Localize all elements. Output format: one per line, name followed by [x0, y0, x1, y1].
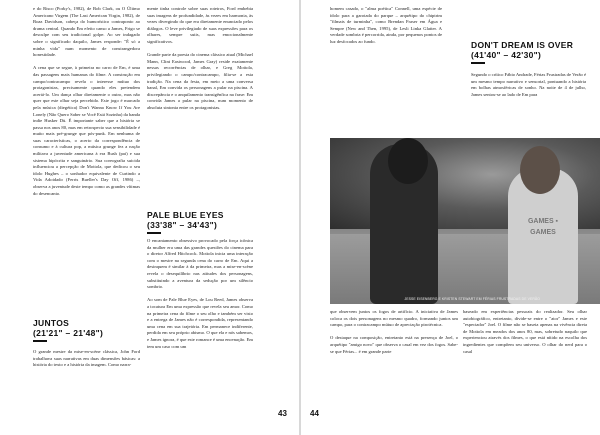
- paragraph: O destaque na composição, entretanto está na presença de Joel, o arquétipo "amigo novo" que observa o casal em vez dos fogos. Sabe-se que Férias... é em grande parte: [330, 335, 458, 354]
- paragraph: baseado em experiências pessoais do realizador. Seu olhar autobiográfico, entretanto, divide-se entre o "ator" James e este "espectador" Joel. O filme não se baseia apenas na vivência direta de Mottola em meados dos anos 80, mas, sobretudo naquilo que experienciou através dos filmes, o que está nítido na escolha dos ingredientes que compõem seu universo. O olhar do nerd para o casal: [463, 309, 587, 354]
- paragraph: A cena que se segue, à primeira no carro de Em, é uma das passagens mais humanas do filme. A construção em campo/contracampo revela o interesse mútuo dos protagonistas, precisamente quando eles pretendem acertá-lo. Um dança olhar diretamente o outro, mas não quer que este olhar seja percebido. Este jogo é marcado pela música (diegética) Don't Wanna Know If You Are Lonely (Não Quero Saber se Você Está Sozinha) da banda indie Husker Dü. É importante saber que a história se passa nos anos 80, mas em retrospecto sua sensibilidade é muito mais pré-grunge que pós-punk. Em nenhuma de suas características, o acerto da correspondência de consumo e à cultura pop, a música grunge fez a nação militava a juventude americana à era Bush (pai) e sua sistema hipócrita e sanguinário. Sua coreografia suicida influenciou a percepção de Mottola, que dedicou o seu ídolo Hughes – o sonhador equivalente de Curtindo a Vida Adoidado (Ferris Bueller's Day Off, 1986) –, observa a juventude deste tempo como as grandes vítimas do desencanto.: [33, 65, 140, 196]
- paragraph: que observem juntos os fogos de artifício. A iniciativa de James coloca os dois personagens no mesmo quadro, formando juntos um campo, para o contracampo mútuo de apreciação pirotécnica.: [330, 309, 458, 328]
- heading-title: DON'T DREAM IS OVER: [471, 40, 574, 50]
- right-page-column-a-top: [330, 6, 442, 134]
- heading-rule: [147, 232, 161, 234]
- section-heading-juntos: [33, 318, 140, 342]
- photo-caption: JESSE EISENBERG E KRISTEN STEWART EM FÉRIAS FRUSTRADAS DE VERÃO: [404, 297, 540, 301]
- right-page-column-b-top: [471, 72, 586, 134]
- page-number-right: 44: [310, 409, 319, 418]
- left-page-column-1-continued: [33, 349, 140, 435]
- paragraph: mente tinha controle sobre suas roteiros, Ford embebia suas imagens de profundidade, às vezes em harmonia, às vezes divergindo do que era diretamente enunciado pelos diálogos. O leve privilegiado de suas expressões para os olhares, sempre sutis, mas emocionalmente significativos.: [147, 6, 253, 44]
- section-heading-dont-dream: [471, 40, 591, 64]
- heading-timecode: (21'21" – 21'48"): [33, 328, 104, 338]
- left-page-column-2-bottom: [147, 238, 253, 435]
- section-heading-pale-blue-eyes: [147, 210, 253, 234]
- photo-shirt-print: GAMES ▪ GAMES: [527, 218, 559, 236]
- heading-timecode: (41'40" – 42'30"): [471, 50, 542, 60]
- paragraph: Grande parte da poesia do cinema clássico atual (Michael Mann, Clint Eastwood, James Gray) reside exatamente nessas recorrências de olhar, e Greg Mottola, privilegiando o campo/contracampo, filia-se a esta tradição. Na cena da festa, em meio a uma conversa banal, Em convida os personagens a pular na piscina. A discrepância e o anquilamento transigênfica na frase: Em convida James a pular na piscina, num momento de absoluta sintonia entre os protagonistas.: [147, 52, 253, 110]
- paragraph: homem casado, o "alma poética" Connell, uma espécie de ídolo para a garotada do parque – arquétipo do chiptrim "filmais de turminha", como Brendan Fraser em Água e Sempre (New and Then, 1995), de Lesli Linka Glatter. A verdade sombria é percorrida, ainda, por pequenos pontos de luz desfocados ao fundo.: [330, 6, 442, 44]
- heading-rule: [471, 62, 485, 64]
- heading-title: JUNTOS: [33, 318, 70, 328]
- right-page-column-b-bottom: [463, 309, 587, 435]
- page-number-left: 43: [278, 409, 287, 418]
- left-page-column-2-top: [147, 6, 253, 226]
- paragraph: e do Risco (Porky's, 1982), de Bob Clark, ou O Último Americano Virgem (The Last American Virgin, 1982), de Boaz Davidson, cabeça do humorístico contraponto ao drama central. Quando Em efeito canso a James, Frigo se desculpe com seu tradicional golpe. Ao ser indagado sobre o significado daquilo, James responde: "É só a minha vida" num momento de constrangedora honestidade.: [33, 6, 140, 58]
- paragraph: O grande mestre da mise-en-scène clássica, John Ford trabalhava suas narrativas em duas dimensões básicas: a história do texto e a história da imagem. Como narra-: [33, 349, 140, 368]
- left-page-column-1: [33, 6, 140, 314]
- heading-timecode: (33'38" – 34'43"): [147, 220, 218, 230]
- paragraph: Ao som de Pale Blue Eyes, de Lou Reed, James observa a tocatura Em uma expressão que revela seu amor. Como na primeira cena do filme o seu olho e também ser visto e a entrega de James não é correspondida, representando uma cena em sua trajetória. Em permanece indiferente, perdida em seu próprio abismo. O que ela e nós sabemos, e James ignora, é que este romance é uma encenação. Em tem um caso com um: [147, 297, 253, 349]
- paragraph: O encantamento obsessivo provocado pela força icônica da mulher era uma das grandes questões do cinema para o diretor Alfred Hitchcock. Mottola inicia uma interação com o mestre na segunda cena do carro de Em. Aqui a desinquem é similar à da primeira, mas a mise-en-scène revela o desequilíbrio nas atitudes dos personagens, substituindo a aventura da sedução por um silêncio sombrio.: [147, 238, 253, 290]
- heading-title: PALE BLUE EYES: [147, 210, 224, 220]
- right-page-column-a-bottom: [330, 309, 458, 409]
- paragraph: Segundo o crítico Fábio Andrade, Férias Frustradas de Verão é um mesmo tempo narrativo e sensorial, pontuando a história em bolhas atmosféricas de sonho. Na noite de 4 de julho, James sentou-se ao lado de Em para: [471, 72, 586, 97]
- photo-figure-man-head: [388, 138, 428, 184]
- film-still-photo: [330, 138, 600, 304]
- heading-rule: [33, 340, 47, 342]
- photo-figure-woman-head: [520, 146, 560, 194]
